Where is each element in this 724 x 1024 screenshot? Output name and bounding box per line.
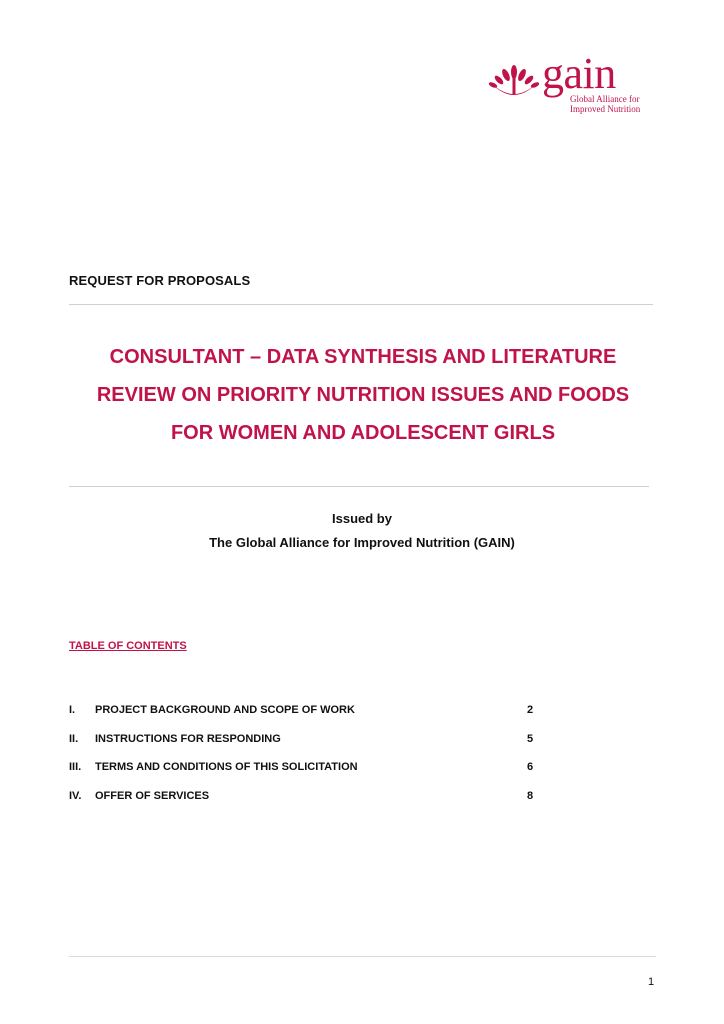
toc-entry-number: III. [69, 761, 82, 774]
title-line-1: CONSULTANT – DATA SYNTHESIS AND LITERATURE [109, 346, 617, 368]
title-line-2: REVIEW ON PRIORITY NUTRITION ISSUES AND FOODS [96, 384, 630, 406]
toc-entry[interactable] [69, 700, 549, 729]
toc-entry-number: IV. [69, 790, 82, 803]
toc-entry-number: II. [69, 732, 79, 745]
toc-entry-page: 2 [527, 704, 534, 716]
top-divider [69, 304, 653, 305]
toc-entry-label: TERMS AND CONDITIONS OF THIS SOLICITATION [95, 761, 358, 774]
title-line-3: FOR WOMEN AND ADOLESCENT GIRLS [170, 422, 556, 444]
toc-heading[interactable]: TABLE OF CONTENTS [69, 640, 187, 652]
logo-tagline [570, 94, 650, 114]
toc-entry-label: INSTRUCTIONS FOR RESPONDING [95, 732, 281, 745]
toc-entry[interactable] [69, 786, 549, 815]
gain-logo [486, 49, 646, 114]
toc-entry-label: PROJECT BACKGROUND AND SCOPE OF WORK [95, 704, 355, 716]
logo-wordmark: gain [542, 49, 616, 98]
document-type-label: REQUEST FOR PROPOSALS [69, 273, 251, 288]
toc-entry-page: 5 [527, 732, 534, 745]
title-divider [69, 486, 649, 487]
logo-tagline-line2: Improved Nutrition [570, 104, 641, 114]
page-number: 1 [648, 976, 655, 988]
toc-entry-page: 6 [527, 761, 534, 774]
footer-divider [69, 956, 656, 957]
issued-by-block [0, 507, 724, 555]
toc-entry-page: 8 [527, 790, 534, 803]
toc-entry-number: I. [69, 704, 76, 716]
toc-entry[interactable] [69, 729, 549, 758]
wheat-bowl-icon [486, 64, 542, 104]
issuer-name: The Global Alliance for Improved Nutrition (GAIN) [209, 535, 515, 550]
issued-by-label: Issued by [332, 511, 392, 526]
document-title [50, 338, 676, 452]
toc-entry-label: OFFER OF SERVICES [95, 790, 210, 803]
toc-entry[interactable] [69, 757, 549, 786]
table-of-contents [69, 700, 549, 815]
logo-tagline-line1: Global Alliance for [570, 94, 640, 104]
